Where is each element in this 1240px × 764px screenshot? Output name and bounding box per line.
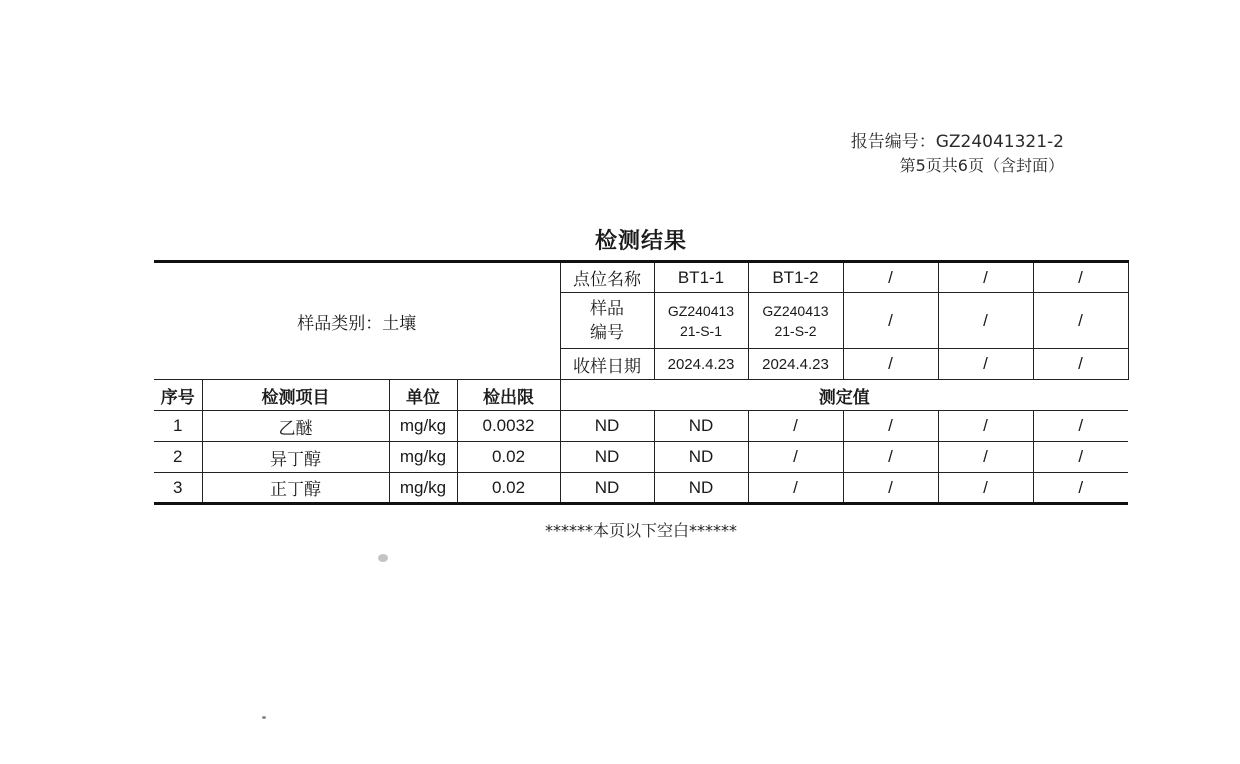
scan-speck — [378, 554, 388, 562]
site-row — [154, 262, 1128, 293]
receive-date-cell: / — [843, 349, 938, 380]
sample-no-label-line1: 样品 — [590, 298, 624, 319]
item-cell: 正丁醇 — [202, 473, 389, 504]
sample-no-cell — [654, 293, 748, 349]
value-cell: / — [843, 473, 938, 504]
limit-header: 检出限 — [457, 380, 560, 411]
value-cell: / — [843, 442, 938, 473]
results-table — [154, 260, 1128, 505]
value-cell: ND — [654, 442, 748, 473]
value-cell: ND — [560, 473, 654, 504]
receive-date-label: 收样日期 — [560, 349, 654, 380]
value-cell: / — [748, 473, 843, 504]
value-cell: ND — [560, 442, 654, 473]
value-cell: ND — [560, 411, 654, 442]
value-cell: / — [1033, 411, 1128, 442]
site-cell: / — [938, 262, 1033, 293]
receive-date-cell: 2024.4.23 — [748, 349, 843, 380]
site-name-label: 点位名称 — [560, 262, 654, 293]
sample-no-cell: / — [1033, 293, 1128, 349]
seq-header: 序号 — [154, 380, 202, 411]
value-cell: / — [1033, 442, 1128, 473]
seq-cell: 1 — [154, 411, 202, 442]
limit-cell: 0.02 — [457, 473, 560, 504]
page-count: 第5页共6页（含封面） — [899, 156, 1064, 175]
seq-cell: 3 — [154, 473, 202, 504]
seq-cell: 2 — [154, 442, 202, 473]
report-number: 报告编号：GZ24041321-2 — [850, 132, 1064, 152]
receive-date-cell: 2024.4.23 — [654, 349, 748, 380]
item-cell: 乙醚 — [202, 411, 389, 442]
sample-no-cell: / — [938, 293, 1033, 349]
sample-no-cell — [748, 293, 843, 349]
sample-no-line2: 21-S-1 — [679, 322, 723, 339]
sample-no-label — [560, 293, 654, 349]
unit-cell: mg/kg — [389, 411, 457, 442]
sample-no-cell: / — [843, 293, 938, 349]
value-cell: ND — [654, 411, 748, 442]
limit-cell: 0.02 — [457, 442, 560, 473]
table-row — [154, 442, 1128, 473]
value-cell: / — [748, 411, 843, 442]
column-header-row — [154, 380, 1128, 411]
table-row — [154, 411, 1128, 442]
value-cell: / — [938, 473, 1033, 504]
item-header: 检测项目 — [202, 380, 389, 411]
site-cell: / — [843, 262, 938, 293]
receive-date-cell: / — [1033, 349, 1128, 380]
unit-cell: mg/kg — [389, 473, 457, 504]
report-header — [851, 130, 1064, 178]
scan-speck — [262, 716, 266, 719]
limit-cell: 0.0032 — [457, 411, 560, 442]
blank-below-note: ******本页以下空白****** — [544, 521, 737, 540]
sample-category: 样品类别：土壤 — [154, 262, 560, 380]
site-cell: BT1-2 — [748, 262, 843, 293]
sample-no-line1: GZ240413 — [762, 302, 829, 319]
unit-header: 单位 — [389, 380, 457, 411]
value-cell: / — [843, 411, 938, 442]
measured-value-header: 测定值 — [560, 380, 1128, 411]
value-cell: / — [748, 442, 843, 473]
page-title: 检测结果 — [594, 229, 687, 254]
site-cell: / — [1033, 262, 1128, 293]
unit-cell: mg/kg — [389, 442, 457, 473]
sample-no-line1: GZ240413 — [667, 302, 735, 319]
value-cell: / — [1033, 473, 1128, 504]
receive-date-cell: / — [938, 349, 1033, 380]
value-cell: / — [938, 442, 1033, 473]
sample-no-label-line2: 编号 — [590, 322, 624, 343]
table-row — [154, 473, 1128, 504]
value-cell: / — [938, 411, 1033, 442]
value-cell: ND — [654, 473, 748, 504]
item-cell: 异丁醇 — [202, 442, 389, 473]
site-cell: BT1-1 — [654, 262, 748, 293]
sample-no-line2: 21-S-2 — [774, 322, 817, 339]
